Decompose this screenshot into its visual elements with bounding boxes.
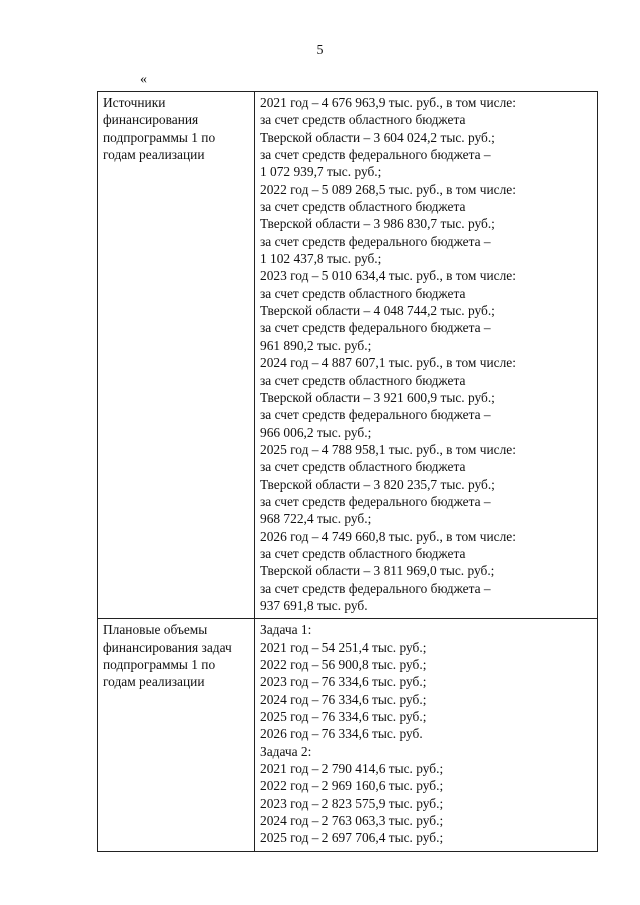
row-label-line: подпрограммы 1 по bbox=[103, 129, 216, 145]
content-line: 2023 год – 2 823 575,9 тыс. руб.; bbox=[260, 795, 444, 811]
row-content-financing-sources bbox=[255, 92, 598, 619]
content-line: за счет средств областного бюджета bbox=[260, 545, 466, 561]
content-line: 2026 год – 4 749 660,8 тыс. руб., в том числе: bbox=[260, 528, 516, 544]
content-line: 2022 год – 56 900,8 тыс. руб.; bbox=[260, 657, 427, 672]
content-line: 2024 год – 76 334,6 тыс. руб.; bbox=[260, 691, 427, 707]
content-line: за счет средств федерального бюджета – bbox=[260, 407, 491, 423]
content-line: 1 072 939,7 тыс. руб.; bbox=[260, 164, 382, 180]
content-line: за счет средств областного бюджета bbox=[260, 372, 466, 388]
content-line: Тверской области – 3 811 969,0 тыс. руб.; bbox=[260, 563, 495, 579]
row-label-line: годам реализации bbox=[103, 147, 205, 163]
page-number: 5 bbox=[316, 43, 324, 58]
content-line: Задача 1: bbox=[260, 622, 312, 638]
content-line: 961 890,2 тыс. руб.; bbox=[260, 337, 372, 353]
content-line: 2025 год – 4 788 958,1 тыс. руб., в том числе: bbox=[260, 441, 516, 457]
content-line: 968 722,4 тыс. руб.; bbox=[260, 511, 372, 527]
content-line: за счет средств областного бюджета bbox=[260, 459, 466, 475]
content-line: за счет средств федерального бюджета – bbox=[260, 320, 491, 336]
content-line: 2026 год – 76 334,6 тыс. руб. bbox=[260, 726, 423, 742]
table-row-financing-sources bbox=[98, 92, 598, 619]
content-line: за счет средств областного бюджета bbox=[260, 199, 466, 215]
row-content-task-volumes bbox=[255, 619, 598, 851]
content-line: Тверской области – 3 820 235,7 тыс. руб.; bbox=[260, 476, 495, 492]
row-label-line: подпрограммы 1 по bbox=[103, 657, 216, 672]
row-label-line: годам реализации bbox=[103, 674, 205, 690]
row-label-line: финансирования bbox=[103, 112, 199, 128]
financing-table bbox=[97, 91, 598, 852]
row-label-line: финансирования задач bbox=[103, 639, 232, 655]
content-line: Тверской области – 4 048 744,2 тыс. руб.; bbox=[260, 303, 495, 319]
content-line: 2025 год – 76 334,6 тыс. руб.; bbox=[260, 709, 427, 725]
content-line: Тверской области – 3 986 830,7 тыс. руб.; bbox=[260, 216, 495, 232]
row-label-line: Плановые объемы bbox=[103, 622, 208, 638]
content-line: 2023 год – 5 010 634,4 тыс. руб., в том числе: bbox=[260, 268, 516, 284]
row-label-financing-sources bbox=[98, 92, 255, 619]
content-line: Тверской области – 3 604 024,2 тыс. руб.; bbox=[260, 129, 495, 145]
content-line: 937 691,8 тыс. руб. bbox=[260, 597, 368, 613]
table-row-task-volumes bbox=[98, 619, 598, 851]
content-line: 2024 год – 2 763 063,3 тыс. руб.; bbox=[260, 813, 444, 829]
opening-quote-mark: « bbox=[140, 72, 147, 87]
content-line: за счет средств федерального бюджета – bbox=[260, 147, 491, 163]
row-label-line: Источники bbox=[103, 95, 166, 110]
content-line: за счет средств федерального бюджета – bbox=[260, 233, 491, 249]
content-line: 1 102 437,8 тыс. руб.; bbox=[260, 251, 382, 267]
content-line: за счет средств областного бюджета bbox=[260, 285, 466, 301]
content-line: 2024 год – 4 887 607,1 тыс. руб., в том числе: bbox=[260, 355, 516, 371]
content-line: 2023 год – 76 334,6 тыс. руб.; bbox=[260, 674, 427, 690]
content-line: 966 006,2 тыс. руб.; bbox=[260, 424, 372, 440]
content-line: за счет средств областного бюджета bbox=[260, 112, 466, 128]
content-line: Тверской области – 3 921 600,9 тыс. руб.; bbox=[260, 389, 495, 405]
content-line: 2022 год – 5 089 268,5 тыс. руб., в том числе: bbox=[260, 181, 516, 197]
content-line: 2025 год – 2 697 706,4 тыс. руб.; bbox=[260, 830, 444, 846]
content-line: за счет средств федерального бюджета – bbox=[260, 493, 491, 509]
row-label-task-volumes bbox=[98, 619, 255, 851]
content-line: Задача 2: bbox=[260, 743, 312, 759]
content-line: за счет средств федерального бюджета – bbox=[260, 580, 491, 596]
content-line: 2021 год – 54 251,4 тыс. руб.; bbox=[260, 639, 427, 655]
content-line: 2021 год – 2 790 414,6 тыс. руб.; bbox=[260, 761, 444, 777]
content-line: 2021 год – 4 676 963,9 тыс. руб., в том числе: bbox=[260, 95, 516, 110]
content-line: 2022 год – 2 969 160,6 тыс. руб.; bbox=[260, 778, 444, 794]
